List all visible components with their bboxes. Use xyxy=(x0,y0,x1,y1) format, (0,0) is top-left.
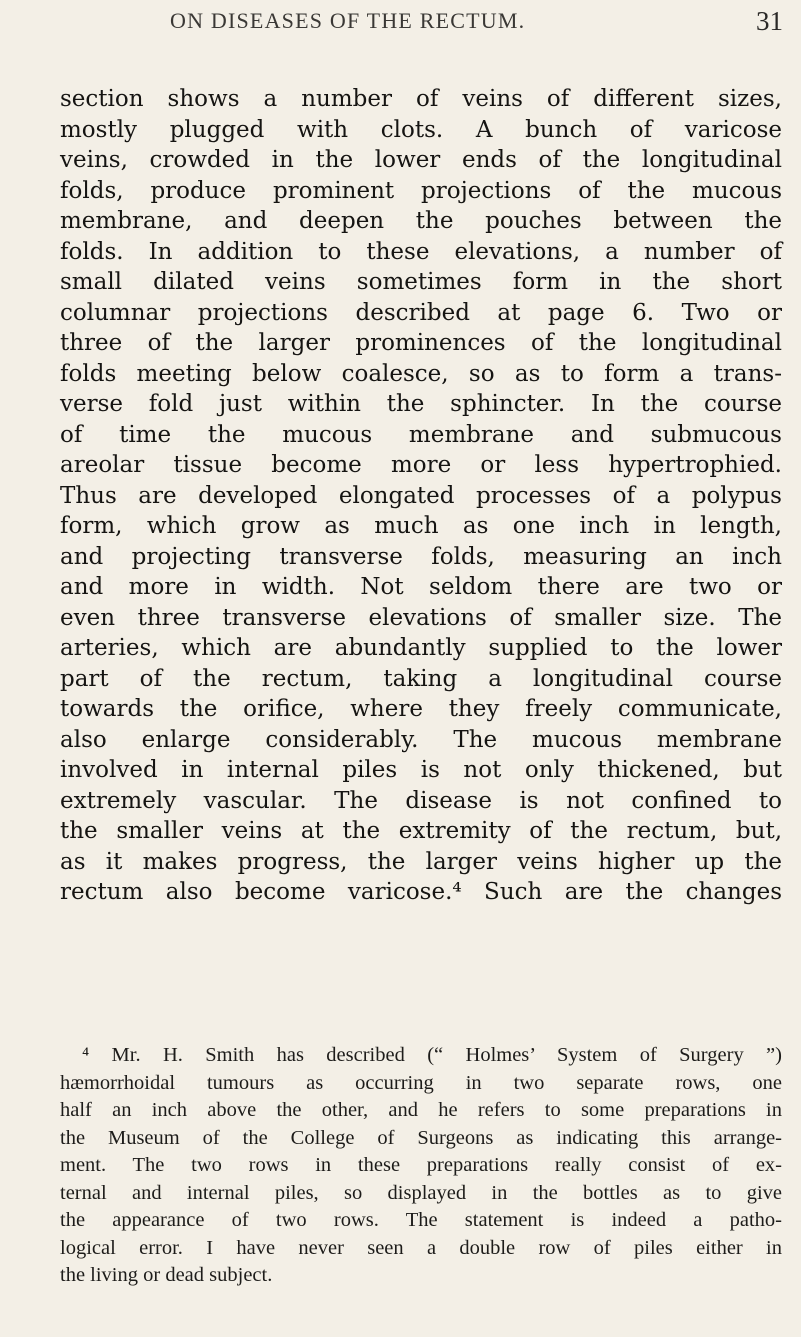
body-line: form, which grow as much as one inch in length, xyxy=(60,513,782,539)
footnote-line: the living or dead subject. xyxy=(60,1264,273,1286)
body-line: small dilated veins sometimes form in the short xyxy=(60,269,782,295)
body-line: veins, crowded in the lower ends of the longitudinal xyxy=(60,147,782,173)
body-line: membrane, and deepen the pouches between the xyxy=(60,208,782,234)
body-line: even three transverse elevations of smaller size. The xyxy=(60,604,782,631)
body-line: arteries, which are abundantly supplied to the lower xyxy=(60,635,782,661)
body-line: and projecting transverse folds, measuring an inch xyxy=(60,543,782,570)
footnote-line: ment. The two rows in these preparations really consist of ex- xyxy=(60,1154,782,1176)
body-line: verse fold just within the sphincter. In the course xyxy=(60,391,782,417)
body-line: folds meeting below coalesce, so as to form a trans- xyxy=(60,360,782,387)
page-number: 31 xyxy=(756,6,783,36)
body-line: areolar tissue become more or less hypertrophied. xyxy=(60,452,782,478)
body-line: extremely vascular. The disease is not confined to xyxy=(60,787,782,814)
body-line: columnar projections described at page 6. Two or xyxy=(60,299,782,326)
body-paragraph xyxy=(60,84,782,908)
footnote-line: logical error. I have never seen a double row of piles either in xyxy=(60,1236,782,1259)
footnote-line: the Museum of the College of Surgeons as indicating this arrange- xyxy=(60,1126,782,1149)
body-line: the smaller veins at the extremity of the rectum, but, xyxy=(60,818,782,844)
body-line: rectum also become varicose.⁴ Such are the changes xyxy=(60,879,782,905)
body-line: mostly plugged with clots. A bunch of varicose xyxy=(60,116,782,143)
footnote-line: hæmorrhoidal tumours as occurring in two separate rows, one xyxy=(60,1071,782,1094)
body-line: part of the rectum, taking a longitudinal course xyxy=(60,665,782,692)
body-line: folds, produce prominent projections of the mucous xyxy=(60,177,782,204)
body-line: Thus are developed elongated processes of a polypus xyxy=(60,482,782,509)
body-line: of time the mucous membrane and submucous xyxy=(60,421,782,448)
footnote-line: half an inch above the other, and he refers to some preparations in xyxy=(60,1099,782,1121)
body-line: folds. In addition to these elevations, a number of xyxy=(60,238,782,265)
body-line: also enlarge considerably. The mucous membrane xyxy=(60,726,782,753)
body-line: section shows a number of veins of different sizes, xyxy=(60,86,782,112)
body-line: three of the larger prominences of the longitudinal xyxy=(60,330,782,356)
footnote xyxy=(60,1042,782,1290)
running-title: ON DISEASES OF THE RECTUM. xyxy=(170,8,526,33)
footnote-line: ⁴ Mr. H. Smith has described (“ Holmes’ System of Surgery ”) xyxy=(82,1044,782,1066)
footnote-line: ternal and internal piles, so displayed in the bottles as to give xyxy=(60,1181,782,1204)
body-line: towards the orifice, where they freely communicate, xyxy=(60,696,782,722)
body-line: involved in internal piles is not only thickened, but xyxy=(60,757,782,783)
running-header xyxy=(60,8,791,44)
body-line: as it makes progress, the larger veins higher up the xyxy=(60,848,782,875)
footnote-line: the appearance of two rows. The statement is indeed a patho- xyxy=(60,1209,782,1231)
body-line: and more in width. Not seldom there are two or xyxy=(60,574,782,600)
